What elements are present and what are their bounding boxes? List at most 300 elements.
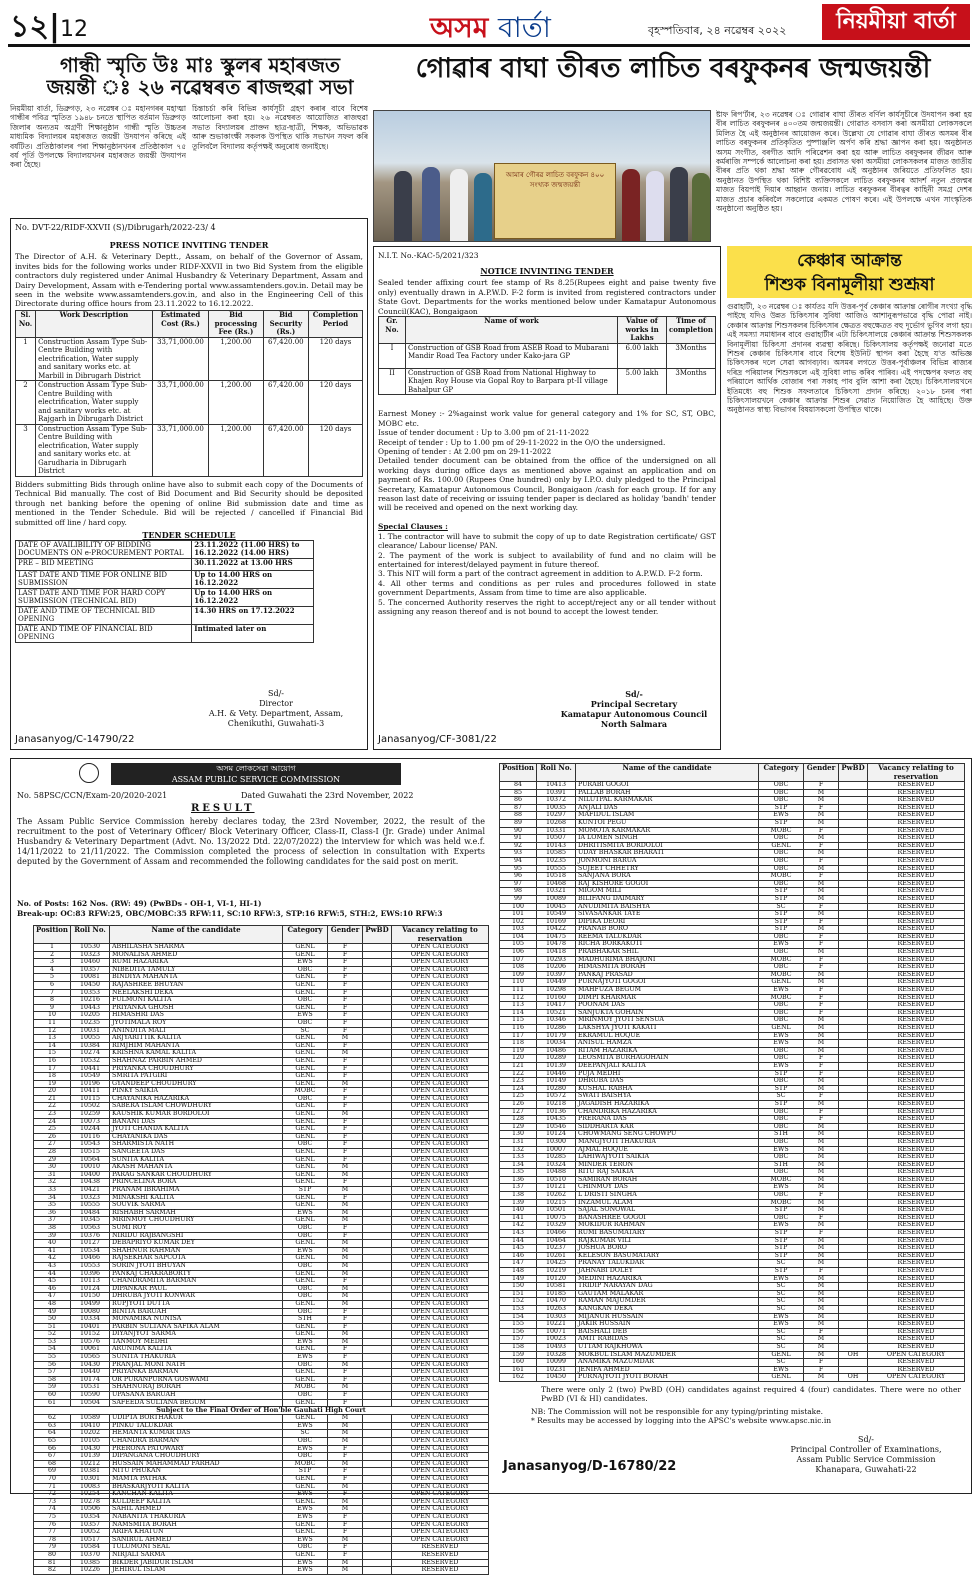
apsc-cell: 10324 <box>537 1161 576 1169</box>
apsc-cell: M <box>328 1438 363 1446</box>
apsc-cell: 57 <box>34 1369 71 1377</box>
apsc-cell: 10105 <box>71 1438 110 1446</box>
apsc-cell: OPEN CATEGORY <box>392 1498 489 1506</box>
apsc-cell: KULDEEP KALITA <box>110 1498 283 1506</box>
apsc-cell: EWS <box>759 1321 804 1329</box>
apsc-cell: MINDER TERON <box>576 1161 759 1169</box>
apsc-cell: ANAMIKA MAZUMDAR <box>576 1359 759 1367</box>
tender2-cell: 5.00 lakh <box>618 368 667 395</box>
apsc-cell: 94 <box>500 857 537 865</box>
apsc-col: Category <box>283 926 328 944</box>
apsc-cell: M <box>328 1483 363 1491</box>
apsc-cell: BAISHALI DEB <box>576 1328 759 1336</box>
gandhi-body-col1: নিয়মীয়া বাৰ্তা, ডিব্ৰুগড়, ২৩ নৱেম্বৰ ঃ মহানগৰৰ মহাত্মা গান্ধীৰ পবিত্ৰ স্মৃতিত ১৯৪৮ চনতে স্থাপিত বৰ্তমান ডিব্ৰুগড় জিলাৰ অন্যতম অগ্ৰণী শিক্ষানুষ্ঠান গান্ধী স্মৃতি উচ্চতৰ মাধ্যমিক বিদ্যালয়ৰ মহাৰজত জয়ন্তী উদযাপন কৰিছে এই বৰ্ষটিত। প্ৰতিষ্ঠাকালৰ পৰা শিক্ষানুষ্ঠানখনৰ প্ৰতিষ্ঠাকাল ৭৫ বৰ্ষ পূৰ্তি উপলক্ষে বিদ্যালয়খনৰ মহাৰজত জয়ন্তী উদযাপন কৰা হৈছে। <box>10 104 186 170</box>
apsc-cell: PINKY SAIKIA <box>110 1088 283 1096</box>
apsc-cell: OPEN CATEGORY <box>392 1529 489 1537</box>
apsc-cell: M <box>804 850 839 858</box>
apsc-cell: 119 <box>500 1047 537 1055</box>
apsc-cell: OPEN CATEGORY <box>392 1331 489 1339</box>
apsc-cell: 10425 <box>537 1260 576 1268</box>
apsc-table-row <box>500 1268 965 1276</box>
apsc-cell: F <box>804 1002 839 1010</box>
apsc-cell: 65 <box>34 1438 71 1446</box>
apsc-cell: GENL <box>283 1073 328 1081</box>
apsc-cell: F <box>804 1359 839 1367</box>
apsc-cell: NILUTPAL KARMAKAR <box>576 797 759 805</box>
apsc-cell: OPEN CATEGORY <box>392 1308 489 1316</box>
apsc-cell: 10484 <box>71 1209 110 1217</box>
apsc-table-row <box>34 1475 489 1483</box>
apsc-cell: F <box>804 964 839 972</box>
apsc-cell: PURNAJYOTI GOGOI <box>576 979 759 987</box>
apsc-cell: RESERVED <box>868 1070 965 1078</box>
apsc-cell: OPEN CATEGORY <box>392 1399 489 1407</box>
apsc-cell: RESERVED <box>868 895 965 903</box>
apsc-cell: SHAHNAZ PARBIN AHMED <box>110 1057 283 1065</box>
tender1-row <box>16 381 363 425</box>
apsc-cell: M <box>804 1207 839 1215</box>
apsc-cell: 10357 <box>71 1521 110 1529</box>
apsc-cell: JAKIR HUSSAIN <box>576 1321 759 1329</box>
apsc-cell: F <box>804 956 839 964</box>
apsc-cell: 10449 <box>537 979 576 987</box>
apsc-cell: RESERVED <box>868 1298 965 1306</box>
tender2-ad-code: Janasanyog/CF-3081/22 <box>378 734 497 745</box>
apsc-cell: RESERVED <box>868 888 965 896</box>
apsc-cell: OPEN CATEGORY <box>392 944 489 952</box>
apsc-cell: 24 <box>34 1118 71 1126</box>
tender2-col: Gr. No. <box>379 317 406 344</box>
apsc-cell: 59 <box>34 1384 71 1392</box>
apsc-cell: MANGJYOTI THAKURIA <box>576 1138 759 1146</box>
apsc-cell: 7 <box>34 989 71 997</box>
apsc-cell <box>839 782 868 790</box>
apsc-cell <box>363 1559 392 1567</box>
apsc-cell <box>839 1123 868 1131</box>
apsc-cell: 10235 <box>537 857 576 865</box>
apsc-cell: ARJYARITTIK KALITA <box>110 1035 283 1043</box>
apsc-cell: 115 <box>500 1017 537 1025</box>
apsc-cell: OBC <box>283 1095 328 1103</box>
apsc-cell: 154 <box>500 1313 537 1321</box>
apsc-cell: LEOSMITA BURHAGOHAIN <box>576 1055 759 1063</box>
apsc-cell <box>363 1293 392 1301</box>
apsc-cell: CHANDRAMITA BARMAN <box>110 1278 283 1286</box>
apsc-cell: STP <box>759 1085 804 1093</box>
apsc-table-row <box>500 1343 965 1351</box>
apsc-cell: 136 <box>500 1176 537 1184</box>
apsc-cell: GENL <box>283 1399 328 1407</box>
apsc-cell: 10 <box>34 1012 71 1020</box>
apsc-cell: 10411 <box>71 1088 110 1096</box>
apsc-cell: EWS <box>759 1275 804 1283</box>
apsc-cell: JYOTIMALA ROY <box>110 1019 283 1027</box>
schedule-row <box>16 570 314 588</box>
apsc-cell: KUNTOI PEGU <box>576 819 759 827</box>
apsc-cell: 10468 <box>537 880 576 888</box>
apsc-cell: KRISHNA KAMAL KALITA <box>110 1050 283 1058</box>
apsc-cell: EWS <box>283 1506 328 1514</box>
apsc-table-row <box>500 903 965 911</box>
apsc-cell: M <box>804 1336 839 1344</box>
apsc-cell <box>839 865 868 873</box>
apsc-band: অসম লোকসেৱা আয়োগ ASSAM PUBLIC SERVICE COMMISSION <box>111 763 401 785</box>
apsc-cell: 157 <box>500 1336 537 1344</box>
schedule-cell: DATE AND TIME OF TECHNICAL BID OPENING <box>16 606 192 624</box>
apsc-cell: 149 <box>500 1275 537 1283</box>
apsc-cell: OPEN CATEGORY <box>392 1224 489 1232</box>
apsc-cell <box>839 895 868 903</box>
apsc-cell: 84 <box>500 782 537 790</box>
apsc-cell: SC <box>283 1027 328 1035</box>
apsc-cell <box>363 1468 392 1476</box>
apsc-cell <box>363 1475 392 1483</box>
apsc-table-row <box>500 1017 965 1025</box>
apsc-cell: F <box>328 1544 363 1552</box>
apsc-cell: M <box>328 1247 363 1255</box>
apsc-cell: OBC <box>283 1141 328 1149</box>
apsc-table-row <box>500 797 965 805</box>
apsc-cell: 10274 <box>71 1050 110 1058</box>
apsc-cell: OBC <box>759 1002 804 1010</box>
apsc-cell: 10422 <box>537 926 576 934</box>
apsc-cell: 10546 <box>537 1123 576 1131</box>
apsc-cell: RICHA BORKAKOTI <box>576 941 759 949</box>
apsc-cell: OPEN CATEGORY <box>868 1351 965 1359</box>
apsc-cell: OPEN CATEGORY <box>392 959 489 967</box>
apsc-cell: 10061 <box>71 1346 110 1354</box>
apsc-cell: RESERVED <box>868 1207 965 1215</box>
apsc-cell: ARIFA KHATUN <box>110 1529 283 1537</box>
apsc-cell: 10430 <box>71 1361 110 1369</box>
apsc-cell: MOBC <box>759 873 804 881</box>
apsc-cell: M <box>804 1040 839 1048</box>
apsc-cell <box>839 1009 868 1017</box>
apsc-cell <box>363 1567 392 1575</box>
apsc-cell: 10263 <box>537 1305 576 1313</box>
apsc-cell <box>839 1305 868 1313</box>
apsc-cell: OBC <box>759 1047 804 1055</box>
apsc-cell: F <box>328 1095 363 1103</box>
apsc-cell: STP <box>759 1268 804 1276</box>
apsc-cell: EWS <box>759 1032 804 1040</box>
apsc-cell: OBC <box>759 1192 804 1200</box>
tender1-row <box>16 424 363 476</box>
apsc-cell <box>363 1483 392 1491</box>
apsc-cell: F <box>804 857 839 865</box>
apsc-cell: OPEN CATEGORY <box>392 981 489 989</box>
apsc-cell <box>363 944 392 952</box>
apsc-cell: GENL <box>283 951 328 959</box>
apsc-cell: RESERVED <box>868 949 965 957</box>
apsc-cell: 10510 <box>537 1176 576 1184</box>
tender1-cell: 2 <box>16 381 36 425</box>
apsc-cell: GENL <box>283 1042 328 1050</box>
apsc-cell: 10115 <box>71 1095 110 1103</box>
apsc-table-row <box>500 1192 965 1200</box>
apsc-cell: 138 <box>500 1192 537 1200</box>
apsc-cell: 36 <box>34 1209 71 1217</box>
apsc-cell: ABHILASHA SHARMA <box>110 944 283 952</box>
apsc-cell: OBC <box>283 1392 328 1400</box>
apsc-cell <box>363 1149 392 1157</box>
main-headline: গোৱাৰ বাঘা তীৰত লাচিত বৰফুকনৰ জন্মজয়ন্তী <box>415 53 931 84</box>
apsc-cell: RESERVED <box>868 1321 965 1329</box>
tender1-cell: 1,200.00 <box>209 424 264 476</box>
apsc-cell: STP <box>759 1230 804 1238</box>
apsc-cell: RESERVED <box>868 1359 965 1367</box>
apsc-cell: 10244 <box>71 1126 110 1134</box>
apsc-cell: 86 <box>500 797 537 805</box>
apsc-cell: OBC <box>759 1169 804 1177</box>
apsc-cell <box>839 1146 868 1154</box>
brand-logo: নিয়মীয়া বার্তা <box>822 4 970 40</box>
apsc-cell: NAMSMITA BORAH <box>110 1521 283 1529</box>
apsc-cell: STP <box>759 1100 804 1108</box>
tender2-details: Detailed tender document can be obtained from the office of the undersigned on all working days during office days as mentioned above against an application and on payment of Rs. 100.00 (Rupees One hundred) only by I.P.O. duly pledged to the Principal Secretary, Kamatapur Autonomous Council, Bongaigaon /cash for each group. If for any reason last date of receiving or issuing tender paper is declared as holiday 'bandh' tender will be received and opened on the next working day. <box>378 456 716 513</box>
apsc-table-row <box>500 956 965 964</box>
apsc-cell: OPEN CATEGORY <box>392 1415 489 1423</box>
apsc-cell: M <box>328 1536 363 1544</box>
apsc-cell: M <box>804 979 839 987</box>
apsc-cell: 91 <box>500 835 537 843</box>
apsc-cell <box>839 1040 868 1048</box>
tender1-cell: 120 days <box>308 424 362 476</box>
apsc-cell: RESERVED <box>868 1305 965 1313</box>
apsc-table-row <box>500 888 965 896</box>
apsc-cell <box>839 1207 868 1215</box>
apsc-cell: OBC <box>283 1019 328 1027</box>
cancer-story-headline <box>727 246 972 298</box>
tender1-col: Completion Period <box>308 311 362 338</box>
apsc-cell: 128 <box>500 1116 537 1124</box>
apsc-cell: 106 <box>500 949 537 957</box>
apsc-cell: 10585 <box>537 850 576 858</box>
apsc-cell: 73 <box>34 1498 71 1506</box>
apsc-cell: SC <box>759 1359 804 1367</box>
apsc-cell: F <box>804 994 839 1002</box>
apsc-cell: 10590 <box>71 1392 110 1400</box>
apsc-table-row <box>500 1131 965 1139</box>
apsc-table-row <box>500 819 965 827</box>
schedule-cell: 30.11.2022 at 13.00 HRS <box>192 558 314 570</box>
apsc-cell: 2 <box>34 951 71 959</box>
apsc-cell: M <box>804 1154 839 1162</box>
apsc-cell <box>363 1529 392 1537</box>
apsc-cell <box>363 1300 392 1308</box>
apsc-table-row <box>34 1019 489 1027</box>
apsc-cell: 10221 <box>537 1321 576 1329</box>
apsc-cell: RESERVED <box>868 1047 965 1055</box>
tender2-intro: Sealed tender affixing court fee stamp of Rs 8.25(Rupees eight and paise twenty five only) eventually drawn in A.P.W.D. F-2 form is invited from registered contractors under State Govt. Departments for the works mentioned below under Kamatapur Autonomous Council(KAC), Bongaigaon <box>378 278 716 316</box>
apsc-cell: 10564 <box>71 1156 110 1164</box>
apsc-cell: EWS <box>759 1146 804 1154</box>
apsc-cell: OPEN CATEGORY <box>392 1073 489 1081</box>
apsc-cell: PUJA MEDHI <box>576 1070 759 1078</box>
apsc-cell: 47 <box>34 1293 71 1301</box>
apsc-cell: 142 <box>500 1222 537 1230</box>
apsc-cell: RESERVED <box>868 964 965 972</box>
apsc-cell: OPEN CATEGORY <box>392 1300 489 1308</box>
apsc-cell: RESERVED <box>392 1544 489 1552</box>
apsc-cell: RESERVED <box>868 979 965 987</box>
apsc-cell: UDIPTA BORTHAKUR <box>110 1415 283 1423</box>
apsc-cell: 10035 <box>537 804 576 812</box>
apsc-cell <box>839 979 868 987</box>
apsc-cell: M <box>804 1260 839 1268</box>
tender1-note: Bidders submitting Bids through online have also to submit each copy of the Documents of Technical Bid manually. The cost of Bid Document and Bid Security should be deposited through net banking before the opening of online Bid submission date and time as mentioned in the Tender Schedule. Bid will be rejected / cancelled if Financial Bid submitted off line / hard copy. <box>15 479 363 527</box>
apsc-cell: M <box>804 949 839 957</box>
tender-schedule-table <box>15 540 314 643</box>
apsc-cell: OPEN CATEGORY <box>392 997 489 1005</box>
apsc-cell: 116 <box>500 1025 537 1033</box>
apsc-cell: 77 <box>34 1529 71 1537</box>
apsc-cell: RESERVED <box>868 1252 965 1260</box>
apsc-cell: 111 <box>500 987 537 995</box>
apsc-cell: OPEN CATEGORY <box>392 1536 489 1544</box>
apsc-cell: 92 <box>500 842 537 850</box>
tender1-cell: 1,200.00 <box>209 337 264 381</box>
apsc-cell <box>839 956 868 964</box>
apsc-cell: F <box>328 1323 363 1331</box>
apsc-cell: 10502 <box>71 1103 110 1111</box>
apsc-cell: GENL <box>283 1415 328 1423</box>
apsc-cell: OBC <box>759 850 804 858</box>
apsc-cell: EWS <box>283 1567 328 1575</box>
apsc-cell: GENL <box>283 1300 328 1308</box>
apsc-cell: GENL <box>283 1050 328 1058</box>
tender2-conditions: 1. The contractor will have to submit the copy of up to date Registration certificate/ GST clearance/ Labour license/ PAN. 2. The payment of the work is subject to availability of fund and no claim will be entertained for interest/delayed payment in future thereof. 3. This NIT will form a part of the contract agreement in addition to A.P.W.D. F-2 form. 4. All other terms and conditions as per rules and procedures followed in state government Departments, Assam from time to time are also applicable. 5. The concerned Authority reserves the right to accept/reject any or all tender without assigning any reason thereof and is not bound to accept the lowest tender. <box>378 531 716 617</box>
apsc-cell: F <box>328 1308 363 1316</box>
gandhi-body-col2: চিন্তাচৰ্চা কৰি বিভিন্ন কাৰ্যসূচী গ্ৰহণ কৰাৰ বাবে বিশেষ আলোচনা কৰা হয়। ২৬ নৱেম্বৰত আয়োজিত ৰাজহুৱা সভাত বিদ্যালয়ৰ প্ৰাক্তন ছাত্ৰ-ছাত্ৰী, শিক্ষক, অভিভাৱক আৰু শুভাকাংক্ষী সকলক উপস্থিত থাকি সভাখন সফল কৰি তুলিবলৈ বিদ্যালয় কৰ্তৃপক্ষই অনুৰোধ জনাইছে। <box>192 104 368 151</box>
apsc-cell: 10396 <box>71 1270 110 1278</box>
apsc-cell: M <box>328 1187 363 1195</box>
apsc-cell: 88 <box>500 812 537 820</box>
apsc-cell: M <box>328 1262 363 1270</box>
apsc-cell: HEMANTA KUMAR DAS <box>110 1430 283 1438</box>
apsc-col: PwBD <box>839 764 868 782</box>
apsc-cell: OPEN CATEGORY <box>392 1141 489 1149</box>
apsc-cell: 10506 <box>71 1506 110 1514</box>
apsc-cell: 10470 <box>537 1298 576 1306</box>
apsc-cell: GENL <box>283 1035 328 1043</box>
apsc-cell: 10174 <box>71 1376 110 1384</box>
apsc-cell: OBC <box>759 1116 804 1124</box>
apsc-cell: OPEN CATEGORY <box>392 1361 489 1369</box>
apsc-cell <box>839 797 868 805</box>
apsc-cell <box>839 873 868 881</box>
apsc-cell: M <box>804 865 839 873</box>
apsc-cell: 10384 <box>71 1042 110 1050</box>
apsc-cell: OPEN CATEGORY <box>392 966 489 974</box>
schedule-cell: Up to 14.00 HRS on 16.12.2022 <box>192 588 314 606</box>
apsc-cell: M <box>328 1498 363 1506</box>
apsc-cell: F <box>804 1230 839 1238</box>
apsc-cell <box>363 1050 392 1058</box>
apsc-cell: 64 <box>34 1430 71 1438</box>
apsc-cell: MOBC <box>759 994 804 1002</box>
apsc-cell: F <box>328 1118 363 1126</box>
apsc-cell: 10080 <box>71 1308 110 1316</box>
apsc-cell <box>839 1275 868 1283</box>
apsc-cell <box>839 1062 868 1070</box>
apsc-cell <box>363 989 392 997</box>
apsc-cell <box>363 1376 392 1384</box>
tender2-cell: II <box>379 368 406 395</box>
apsc-cell: OPEN CATEGORY <box>868 1374 965 1382</box>
apsc-cell: 38 <box>34 1224 71 1232</box>
apsc-table-row <box>500 1328 965 1336</box>
apsc-cell: M <box>328 1035 363 1043</box>
apsc-cell: SUNITA KALITA <box>110 1156 283 1164</box>
apsc-cell: GAUTAM MALAKAR <box>576 1290 759 1298</box>
apsc-cell <box>363 1285 392 1293</box>
apsc-cell: 30 <box>34 1164 71 1172</box>
apsc-cell: 15 <box>34 1050 71 1058</box>
schedule-cell: Up to 14.00 HRS on 16.12.2022 <box>192 570 314 588</box>
apsc-table-row <box>500 1222 965 1230</box>
apsc-cell: AKASH MAHANTA <box>110 1164 283 1172</box>
apsc-cell <box>839 804 868 812</box>
apsc-cell: 10120 <box>537 1275 576 1283</box>
apsc-cell: MOBC <box>283 1384 328 1392</box>
apsc-cell: F <box>328 1392 363 1400</box>
apsc-cell: RESERVED <box>868 941 965 949</box>
photo-person <box>670 167 688 241</box>
apsc-cell: F <box>328 1156 363 1164</box>
apsc-cell: F <box>804 987 839 995</box>
apsc-cell: 10152 <box>71 1331 110 1339</box>
apsc-cell: SC <box>759 1328 804 1336</box>
apsc-cell: STP <box>759 918 804 926</box>
apsc-cell: GENL <box>283 1498 328 1506</box>
apsc-cell <box>839 1047 868 1055</box>
apsc-col: PwBD <box>363 926 392 944</box>
apsc-cell <box>839 933 868 941</box>
apsc-cell: 144 <box>500 1237 537 1245</box>
apsc-cell: 124 <box>500 1085 537 1093</box>
apsc-cell: 10143 <box>537 842 576 850</box>
apsc-cell: RESERVED <box>868 1290 965 1298</box>
apsc-cell: AMIT RABIDAS <box>576 1336 759 1344</box>
apsc-cell: 10045 <box>537 903 576 911</box>
apsc-table-row <box>500 1169 965 1177</box>
apsc-cell <box>363 1491 392 1499</box>
apsc-cell: PRERANA DAS <box>576 1116 759 1124</box>
apsc-cell: 125 <box>500 1093 537 1101</box>
apsc-cell: EWS <box>759 1062 804 1070</box>
apsc-cell: OPEN CATEGORY <box>392 1187 489 1195</box>
apsc-table-row <box>500 1055 965 1063</box>
apsc-cell: 74 <box>34 1506 71 1514</box>
apsc-cell: OPEN CATEGORY <box>392 1438 489 1446</box>
apsc-cell: BINDIYA MAHANTA <box>110 974 283 982</box>
apsc-table-row <box>34 944 489 952</box>
apsc-cell: SAFEEDA SULTANA BEGUM <box>110 1399 283 1407</box>
photo-person <box>422 167 440 241</box>
apsc-cell: NITU PHUKAN <box>110 1468 283 1476</box>
apsc-right-table-wrap <box>499 763 965 1382</box>
apsc-table-row <box>34 1392 489 1400</box>
apsc-cell: OPEN CATEGORY <box>392 1270 489 1278</box>
apsc-cell: STP <box>759 819 804 827</box>
apsc-cell: DEBAPRIYO KUMAR DEY <box>110 1240 283 1248</box>
apsc-cell: F <box>804 842 839 850</box>
tender1-cell: 67,420.00 <box>263 381 308 425</box>
apsc-cell: F <box>328 1126 363 1134</box>
apsc-cell <box>363 1103 392 1111</box>
apsc-cell: MIGOM MILI <box>576 888 759 896</box>
